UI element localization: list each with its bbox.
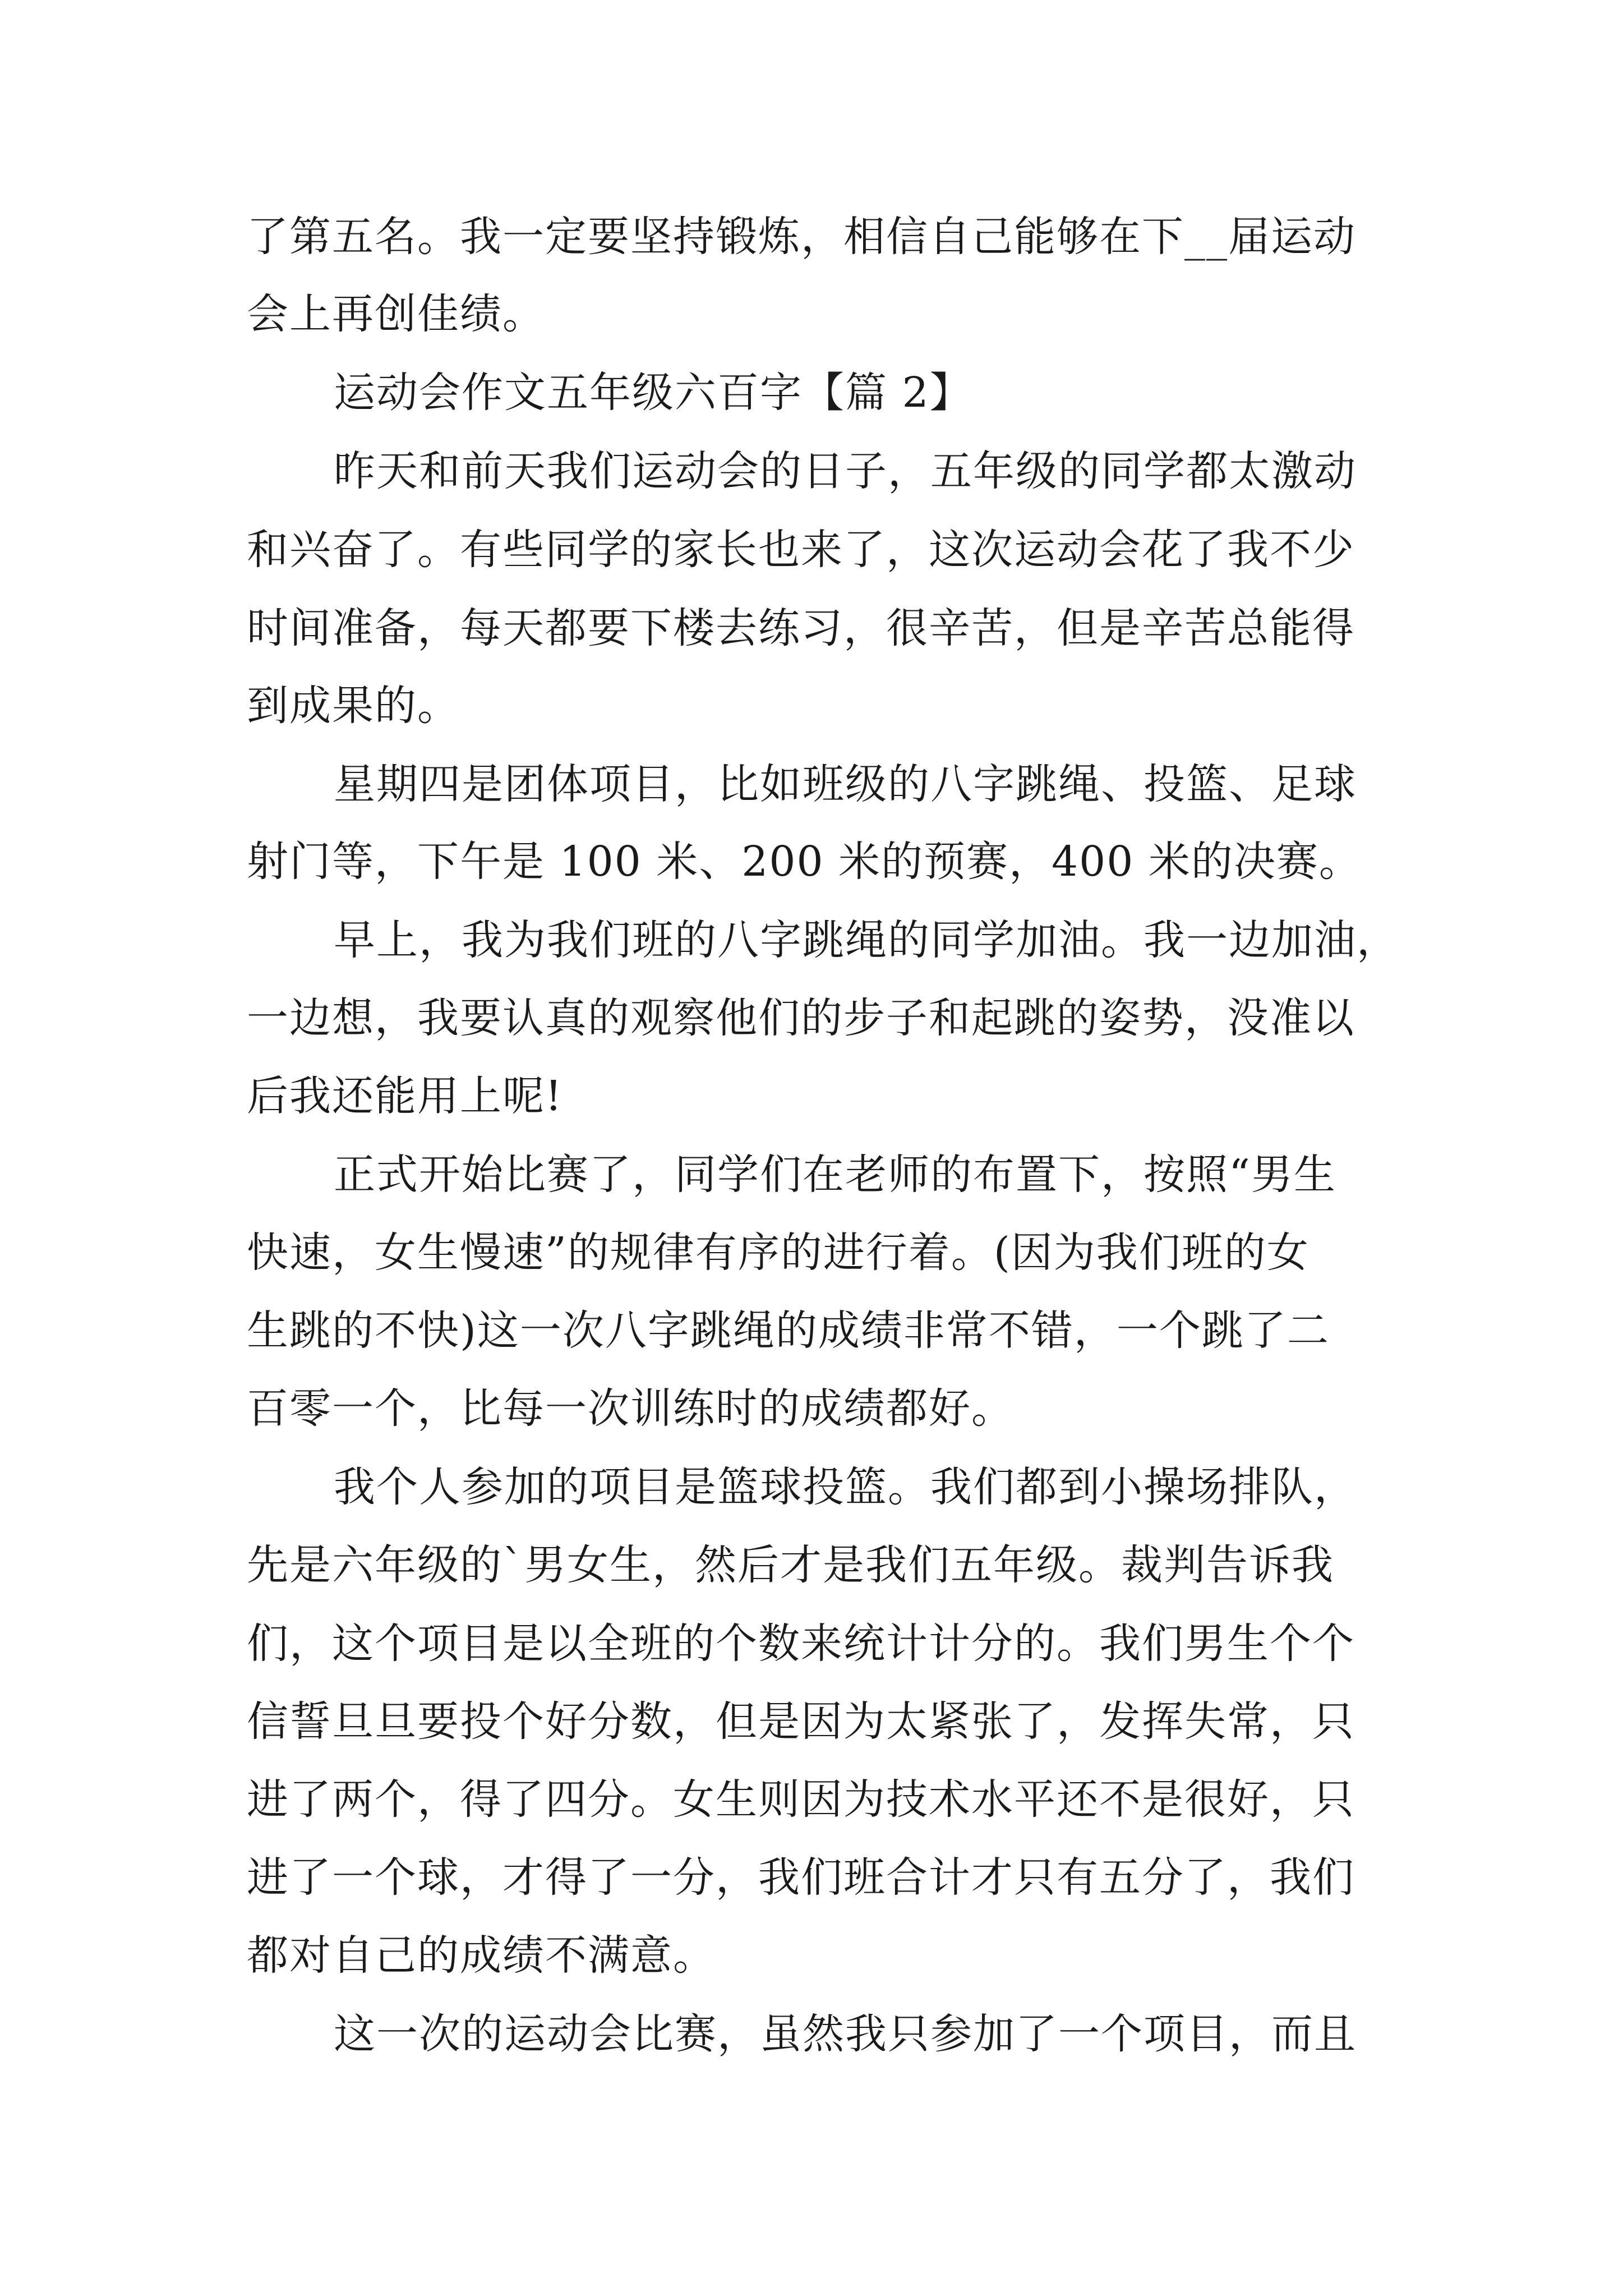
text-line: 早上，我为我们班的八字跳绳的同学加油。我一边加油，	[334, 916, 1399, 964]
text-line: 信誓旦旦要投个好分数，但是因为太紧张了，发挥失常，只	[247, 1697, 1355, 1746]
text-line: 生跳的不快)这一次八字跳绳的成绩非常不错，一个跳了二	[247, 1306, 1330, 1355]
text-line: 昨天和前天我们运动会的日子，五年级的同学都太激动	[334, 447, 1357, 495]
text-line: 我个人参加的项目是篮球投篮。我们都到小操场排队，	[334, 1463, 1357, 1511]
text-line: 射门等，下午是 100 米、200 米的预赛，400 米的决赛。	[247, 838, 1362, 886]
text-line: 时间准备，每天都要下楼去练习，很辛苦，但是辛苦总能得	[247, 604, 1355, 652]
text-line: 都对自己的成绩不满意。	[247, 1931, 716, 1980]
text-line: 们，这个项目是以全班的个数来统计计分的。我们男生个个	[247, 1619, 1355, 1668]
section-heading: 运动会作文五年级六百字【篇 2】	[334, 369, 972, 417]
text-line: 会上再创佳绩。	[247, 290, 545, 338]
text-line: 星期四是团体项目，比如班级的八字跳绳、投篮、足球	[334, 760, 1357, 808]
text-line: 先是六年级的`男女生，然后才是我们五年级。裁判告诉我	[247, 1541, 1334, 1589]
text-line: 了第五名。我一定要坚持锻炼，相信自己能够在下__届运动	[247, 213, 1356, 261]
text-line: 百零一个，比每一次训练时的成绩都好。	[247, 1384, 1014, 1433]
text-line: 后我还能用上呢!	[247, 1072, 563, 1120]
text-line: 和兴奋了。有些同学的家长也来了，这次运动会花了我不少	[247, 526, 1355, 574]
text-line: 快速，女生慢速”的规律有序的进行着。(因为我们班的女	[247, 1228, 1310, 1277]
text-line: 到成果的。	[247, 682, 460, 730]
text-line: 进了一个球，才得了一分，我们班合计才只有五分了，我们	[247, 1853, 1355, 1902]
text-line: 这一次的运动会比赛，虽然我只参加了一个项目，而且	[334, 2010, 1357, 2058]
text-line: 正式开始比赛了，同学们在老师的布置下，按照“男生	[334, 1151, 1336, 1199]
text-line: 一边想，我要认真的观察他们的步子和起跳的姿势，没准以	[247, 994, 1355, 1042]
text-line: 进了两个，得了四分。女生则因为技术水平还不是很好，只	[247, 1775, 1355, 1824]
